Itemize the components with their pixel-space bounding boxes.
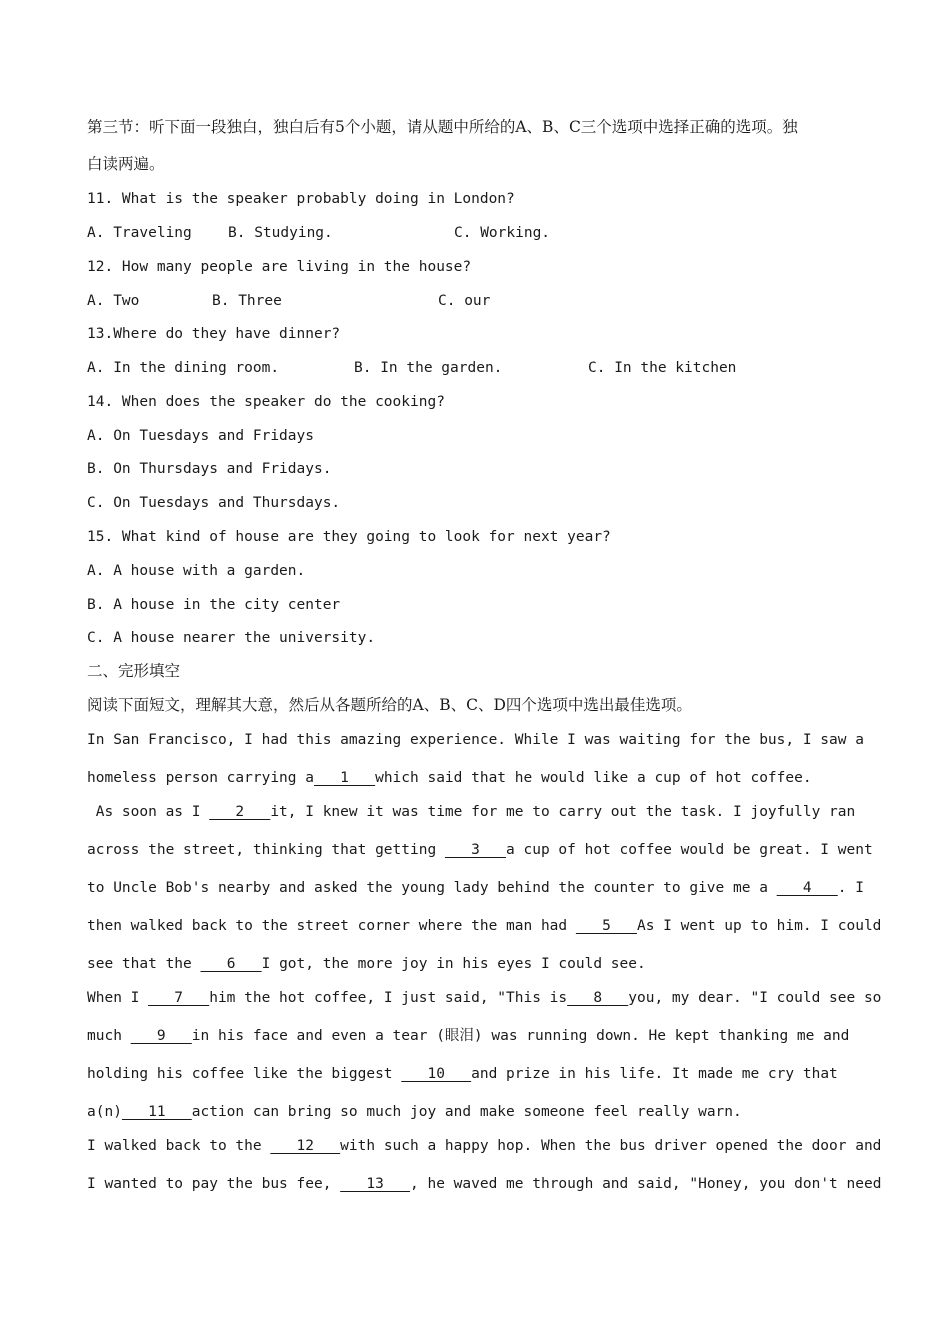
cloze-blank: 5 bbox=[575, 918, 637, 934]
cloze-blank: 3 bbox=[444, 842, 507, 858]
option-a: A. On Tuesdays and Fridays bbox=[87, 428, 314, 444]
passage-line: As soon as I 2 it, I knew it was time for me to carry out the task. I joyfully ran bbox=[87, 804, 856, 820]
option-c: C. Working. bbox=[454, 225, 551, 241]
question-stem: 15. What kind of house are they going to look for next year? bbox=[87, 529, 611, 545]
cloze-blank: 12 bbox=[270, 1138, 341, 1154]
question-stem: 13.Where do they have dinner? bbox=[87, 326, 341, 342]
option-b: B. In the garden. bbox=[354, 360, 503, 376]
option-c: C. On Tuesdays and Thursdays. bbox=[87, 495, 341, 511]
cloze-blank: 1 bbox=[313, 770, 376, 786]
cloze-blank: 8 bbox=[567, 990, 629, 1006]
option-a: A. Traveling bbox=[87, 225, 192, 241]
cloze-blank: 7 bbox=[148, 990, 210, 1006]
question-stem: 12. How many people are living in the house? bbox=[87, 259, 472, 275]
passage-line: a(n) 11 action can bring so much joy and make someone feel really warn. bbox=[87, 1104, 742, 1120]
cloze-blank: 13 bbox=[340, 1176, 411, 1192]
passage-line: I wanted to pay the bus fee, 13 , he waved me through and said, "Honey, you don't need bbox=[87, 1176, 882, 1192]
passage-line: holding his coffee like the biggest 10 and prize in his life. It made me cry that bbox=[87, 1066, 838, 1082]
passage-line: then walked back to the street corner where the man had 5 As I went up to him. I could bbox=[87, 918, 882, 934]
question-stem: 14. When does the speaker do the cooking? bbox=[87, 394, 445, 410]
passage-line: much 9 in his face and even a tear (眼泪) was running down. He kept thanking me and bbox=[87, 1028, 850, 1044]
section3-instruction: 第三节：听下面一段独白，独白后有5个小题，请从题中所给的A、B、C三个选项中选择正确的选项。独 bbox=[87, 118, 798, 136]
passage-line: When I 7 him the hot coffee, I just said, "This is 8 you, my dear. "I could see so bbox=[87, 990, 882, 1006]
option-b: B. A house in the city center bbox=[87, 597, 341, 613]
option-b: B. Studying. bbox=[228, 225, 333, 241]
option-c: C. our bbox=[438, 293, 491, 309]
cloze-heading: 二、完形填空 bbox=[87, 662, 181, 680]
passage-line: In San Francisco, I had this amazing experience. While I was waiting for the bus, I saw a bbox=[87, 732, 864, 748]
option-b: B. On Thursdays and Fridays. bbox=[87, 461, 332, 477]
option-a: A. In the dining room. bbox=[87, 360, 280, 376]
option-c: C. In the kitchen bbox=[588, 360, 737, 376]
option-b: B. Three bbox=[212, 293, 282, 309]
cloze-blank: 2 bbox=[209, 804, 271, 820]
passage-line: across the street, thinking that getting 3 a cup of hot coffee would be great. I went bbox=[87, 842, 873, 858]
section3-instruction-cont: 白读两遍。 bbox=[87, 155, 165, 173]
option-c: C. A house nearer the university. bbox=[87, 630, 376, 646]
passage-line: see that the 6 I got, the more joy in his eyes I could see. bbox=[87, 956, 646, 972]
question-stem: 11. What is the speaker probably doing in London? bbox=[87, 191, 515, 207]
cloze-blank: 10 bbox=[401, 1066, 472, 1082]
cloze-instruction: 阅读下面短文，理解其大意，然后从各题所给的A、B、C、D四个选项中选出最佳选项。 bbox=[87, 696, 692, 714]
option-a: A. A house with a garden. bbox=[87, 563, 306, 579]
cloze-blank: 6 bbox=[200, 956, 262, 972]
passage-line: I walked back to the 12 with such a happy hop. When the bus driver opened the door and bbox=[87, 1138, 882, 1154]
option-a: A. Two bbox=[87, 293, 140, 309]
passage-line: to Uncle Bob's nearby and asked the young lady behind the counter to give me a 4 . I bbox=[87, 880, 864, 896]
passage-line: homeless person carrying a 1 which said that he would like a cup of hot coffee. bbox=[87, 770, 812, 786]
cloze-blank: 4 bbox=[776, 880, 838, 896]
cloze-blank: 11 bbox=[121, 1104, 192, 1120]
cloze-blank: 9 bbox=[130, 1028, 192, 1044]
